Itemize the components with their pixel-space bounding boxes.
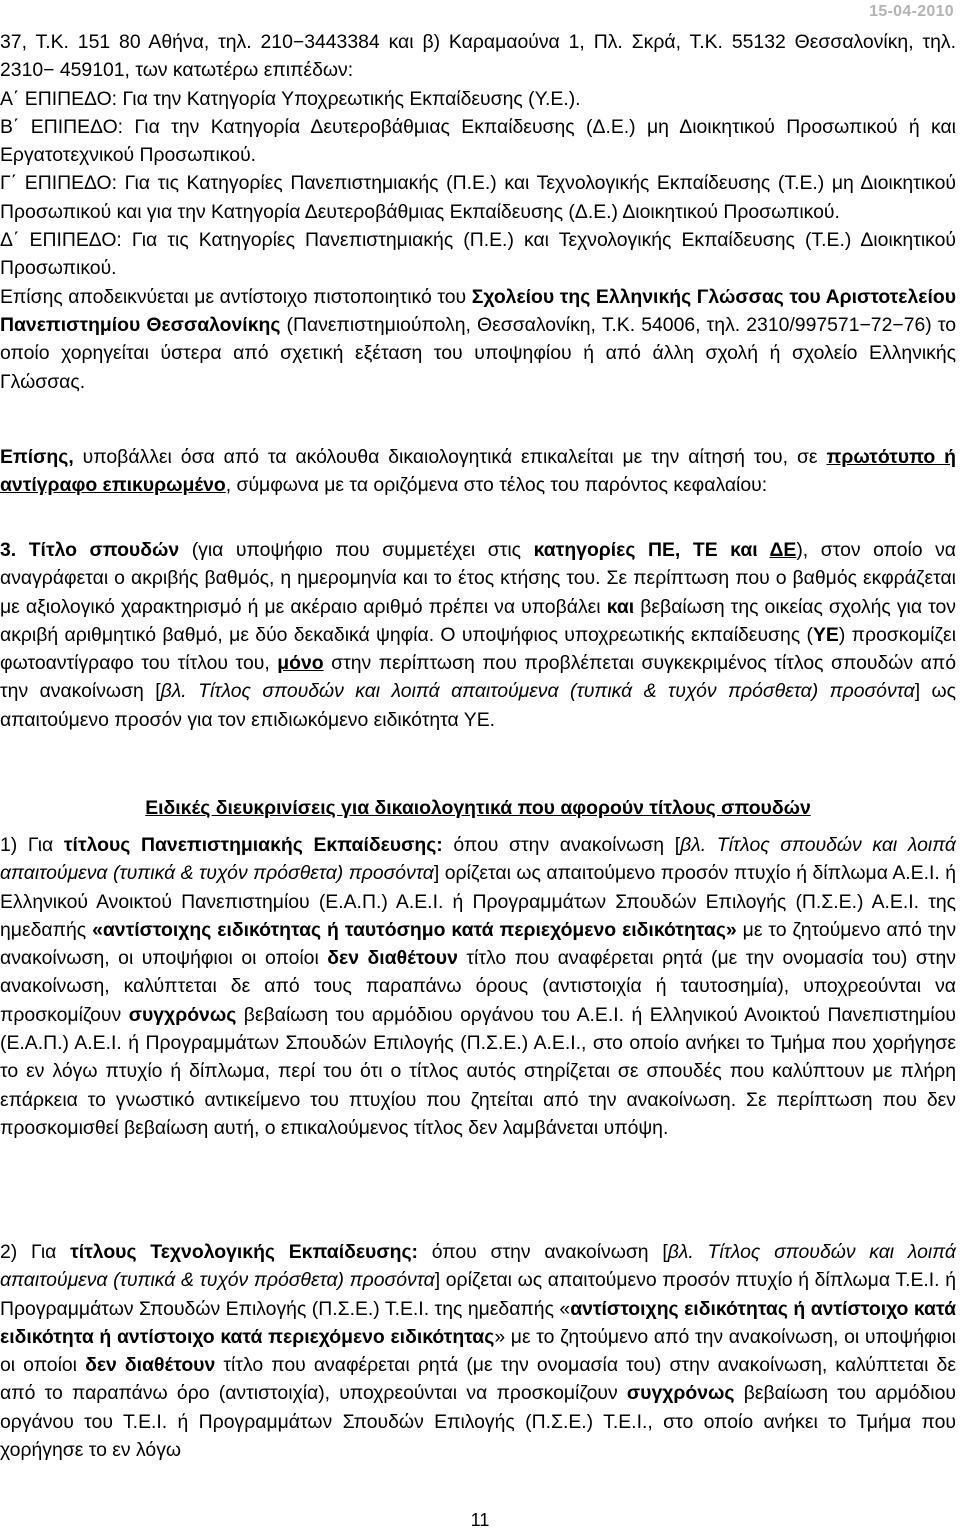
p2-reference: βλ. Τίτλος σπουδών και λοιπά απαιτούμενα (τυπικά & τυχόν πρόσθετα) προσόντα [0, 1241, 956, 1292]
p1-equivalence: «αντίστοιχης ειδικότητας ή ταυτόσημο κατά περιεχόμενο ειδικότητας» [92, 918, 737, 941]
section-heading: Ειδικές διευκρινίσεις για δικαιολογητικά που αφορούν τίτλους σπουδών [145, 797, 811, 819]
p1-do-not-have: δεν διαθέτουν [327, 947, 458, 970]
level-d: Δ΄ ΕΠΙΠΕΔΟ: Για τις Κατηγορίες Πανεπιστημιακής (Π.Ε.) και Τεχνολογικής Εκπαίδευσης (Τ.Ε.) Διοικητικού Προσωπικού. [0, 229, 956, 280]
item-3-text: (για υποψήφιο που συμμετέχει στις [179, 539, 534, 561]
address-line [0, 28, 956, 85]
p1-text: ] ορίζεται ως απαιτούμενο προσόν πτυχίο ή δίπλωμα Α.Ε.Ι. ή Ελληνικού Ανοικτού Πανεπιστημίου (Ε.Α.Π.) Α.Ε.Ι. ή Προγραμμάτων Σπουδών Επιλογής (Π.Σ.Ε.) Α.Ε.Ι. της ημεδαπής [0, 862, 956, 941]
item-3-text: ] ως απαιτούμενο προσόν για τον επιδιωκόμενο ειδικότητα ΥΕ. [0, 680, 956, 731]
p2-text: » με το ζητούμενο από την ανακοίνωση, οι υποψήφιοι οι οποίοι [0, 1325, 956, 1377]
intro-paragraph [0, 443, 956, 500]
item-3-kai: και [606, 595, 635, 618]
school-text-2: (Πανεπιστημιούπολη, Θεσσαλονίκη, Τ.Κ. 54006, τηλ. 2310/997571−72−76) το οποίο χορηγείται ύστερα από σχετική εξέταση του υποψηφίου ή από άλλη σχολή ή σχολείο Ελληνικής Γλώσσας. [0, 313, 957, 393]
p2-do-not-have: δεν διαθέτουν [85, 1354, 216, 1377]
paragraph-2 [0, 1238, 956, 1464]
intro-original: πρωτότυπο ή αντίγραφο επικυρωμένο [0, 446, 956, 497]
address-line-2: Θεσσαλονίκη, τηλ. 2310− 459101, των κατωτέρω επιπέδων: [0, 31, 956, 82]
p1-reference: βλ. Τίτλος σπουδών και λοιπά απαιτούμενα (τυπικά & τυχόν πρόσθετα) προσόντα [0, 834, 956, 885]
p2-text: βεβαίωση του αρμόδιου οργάνου του Τ.Ε.Ι. ή Προγραμμάτων Σπουδών Επιλογής (Π.Σ.Ε.) Τ.Ε.Ι., στο οποίο ανήκει το Τμήμα που χορήγησε το εν λόγω [0, 1382, 956, 1462]
p2-text: τίτλο που αναφέρεται ρητά (με την ονομασία του) στην ανακοίνωση, καλύπτεται δε από το παραπάνω όρο (αντιστοιχία), υποχρεούνται να προσκομίζουν [0, 1354, 957, 1405]
p1-title: τίτλους Πανεπιστημιακής Εκπαίδευσης: [63, 834, 443, 856]
level-b: Β΄ ΕΠΙΠΕΔΟ: Για την Κατηγορία Δευτεροβάθμιας Εκπαίδευσης (Δ.Ε.) μη Διοικητικού Προσωπικού ή και Εργατοτεχνικού Προσωπικού. [0, 115, 956, 167]
greek-school-paragraph [0, 283, 956, 396]
item-3-text: ) προσκομίζει φωτοαντίγραφο του τίτλου του, [0, 623, 956, 675]
p2-simultaneously: συγχρόνως [626, 1382, 735, 1405]
p2-text: όπου στην ανακοίνωση [ [418, 1241, 668, 1263]
p1-text: όπου στην ανακοίνωση [ [442, 834, 681, 856]
item-3-de: ΔΕ [769, 539, 797, 561]
item-3-text: ), στον οποίο να αναγράφεται ο ακριβής βαθμός, η ημερομηνία και το έτος κτήσης του. Σε περίπτωση που ο βαθμός εκφράζεται με αξιολογικό χαρακτηρισμό ή με ακέραιο αριθμό πρέπει να υποβάλει [0, 539, 957, 618]
p1-text: βεβαίωση του αρμόδιου οργάνου του Α.Ε.Ι. ή Ελληνικού Ανοικτού Πανεπιστημίου (Ε.Α.Π.) Α.Ε.Ι. ή Προγραμμάτων Σπουδών Επιλογής (Π.Σ.Ε.) Α.Ε.Ι., στο οποίο ανήκει το Τμήμα που χορήγησε το εν λόγω πτυχίο ή δίπλωμα, περί του ότι ο τίτλος αυτός στηρίζεται σε σπουδές που καλύπτουν με πλήρη επάρκεια το γνωστικό αντικείμενο του πτυχίου που ζητείται από την ανακοίνωση. Σε περίπτωση που δεν προσκομισθεί βεβαίωση αυτή, ο επικαλούμενος τίτλος δεν λαμβάνεται υπόψη. [0, 1003, 956, 1139]
intro-text-2: , σύμφωνα με τα οριζόμενα στο τέλος του παρόντος κεφαλαίου: [225, 474, 768, 497]
level-c: Γ΄ ΕΠΙΠΕΔΟ: Για τις Κατηγορίες Πανεπιστημιακής (Π.Ε.) και Τεχνολογικής Εκπαίδευσης (Τ.Ε.) μη Διοικητικού Προσωπικού και για την Κατηγορία Δευτεροβάθμιας Εκπαίδευσης (Δ.Ε.) Διοικητικού Προσωπικού. [0, 172, 956, 223]
item-3-categories: κατηγορίες ΠΕ, ΤΕ και [533, 539, 770, 561]
item-3-text: βεβαίωση της οικείας σχολής για τον ακριβή αριθμητικό βαθμό, με δύο δεκαδικά ψηφία. Ο υποψήφιος υποχρεωτικής εκπαίδευσης ( [0, 595, 957, 646]
school-text-1: Επίσης αποδεικνύεται με αντίστοιχο πιστοποιητικό του [0, 285, 472, 308]
page-number: 11 [470, 1510, 490, 1530]
p2-title: τίτλους Τεχνολογικής Εκπαίδευσης: [70, 1241, 418, 1263]
address-line-1: 37, Τ.Κ. 151 80 Αθήνα, τηλ. 210−3443384 και β) Καραμαούνα 1, Πλ. Σκρά, Τ.Κ. 55132 [0, 31, 786, 53]
levels-block [0, 28, 956, 396]
item-3-text: στην περίπτωση που προβλέπεται συγκεκριμένος τίτλος σπουδών από την ανακοίνωση [ [0, 652, 956, 703]
p1-number: 1) Για [0, 834, 64, 856]
p1-text: τίτλο που αναφέρεται ρητά (με την ονομασία του) στην ανακοίνωση, καλύπτεται δε από τους παραπάνω όρους (αντιστοιχία ή ταυτοσημία), υποχρεούνται να προσκομίζουν [0, 947, 956, 1026]
item-3-mono: μόνο [277, 652, 324, 675]
item-3-ye: ΥΕ [812, 623, 839, 646]
item-3-title: 3. Τίτλο σπουδών [0, 539, 180, 561]
item-3-paragraph [0, 536, 956, 734]
school-name: Σχολείου της Ελληνικής Γλώσσας του Αριστοτελείου Πανεπιστημίου Θεσσαλονίκης [0, 285, 957, 336]
level-a: Α΄ ΕΠΙΠΕΔΟ: Για την Κατηγορία Υποχρεωτικής Εκπαίδευσης (Υ.Ε.). [0, 87, 581, 110]
paragraph-1 [0, 831, 956, 1142]
p1-text: με το ζητούμενο από την ανακοίνωση, οι υποψήφιοι οι οποίοι [0, 918, 957, 970]
page-date: 15-04-2010 [869, 3, 954, 20]
p1-simultaneously: συγχρόνως [128, 1003, 237, 1026]
item-3-reference: βλ. Τίτλος σπουδών και λοιπά απαιτούμενα (τυπικά & τυχόν πρόσθετα) προσόντα [160, 680, 915, 703]
p2-equivalence: αντίστοιχης ειδικότητας ή αντίστοιχο κατά ειδικότητα ή αντίστοιχο κατά περιεχόμενο ειδικότητας [0, 1297, 956, 1348]
p2-text: ] ορίζεται ως απαιτούμενο προσόν πτυχίο ή δίπλωμα Τ.Ε.Ι. ή Προγραμμάτων Σπουδών Επιλογής (Π.Σ.Ε.) Τ.Ε.Ι. της ημεδαπής « [0, 1269, 956, 1320]
intro-lead: Επίσης, [0, 446, 74, 468]
intro-text-1: υποβάλλει όσα από τα ακόλουθα δικαιολογητικά επικαλείται με την αίτησή του, σε [73, 446, 827, 468]
p2-number: 2) Για [0, 1241, 71, 1263]
